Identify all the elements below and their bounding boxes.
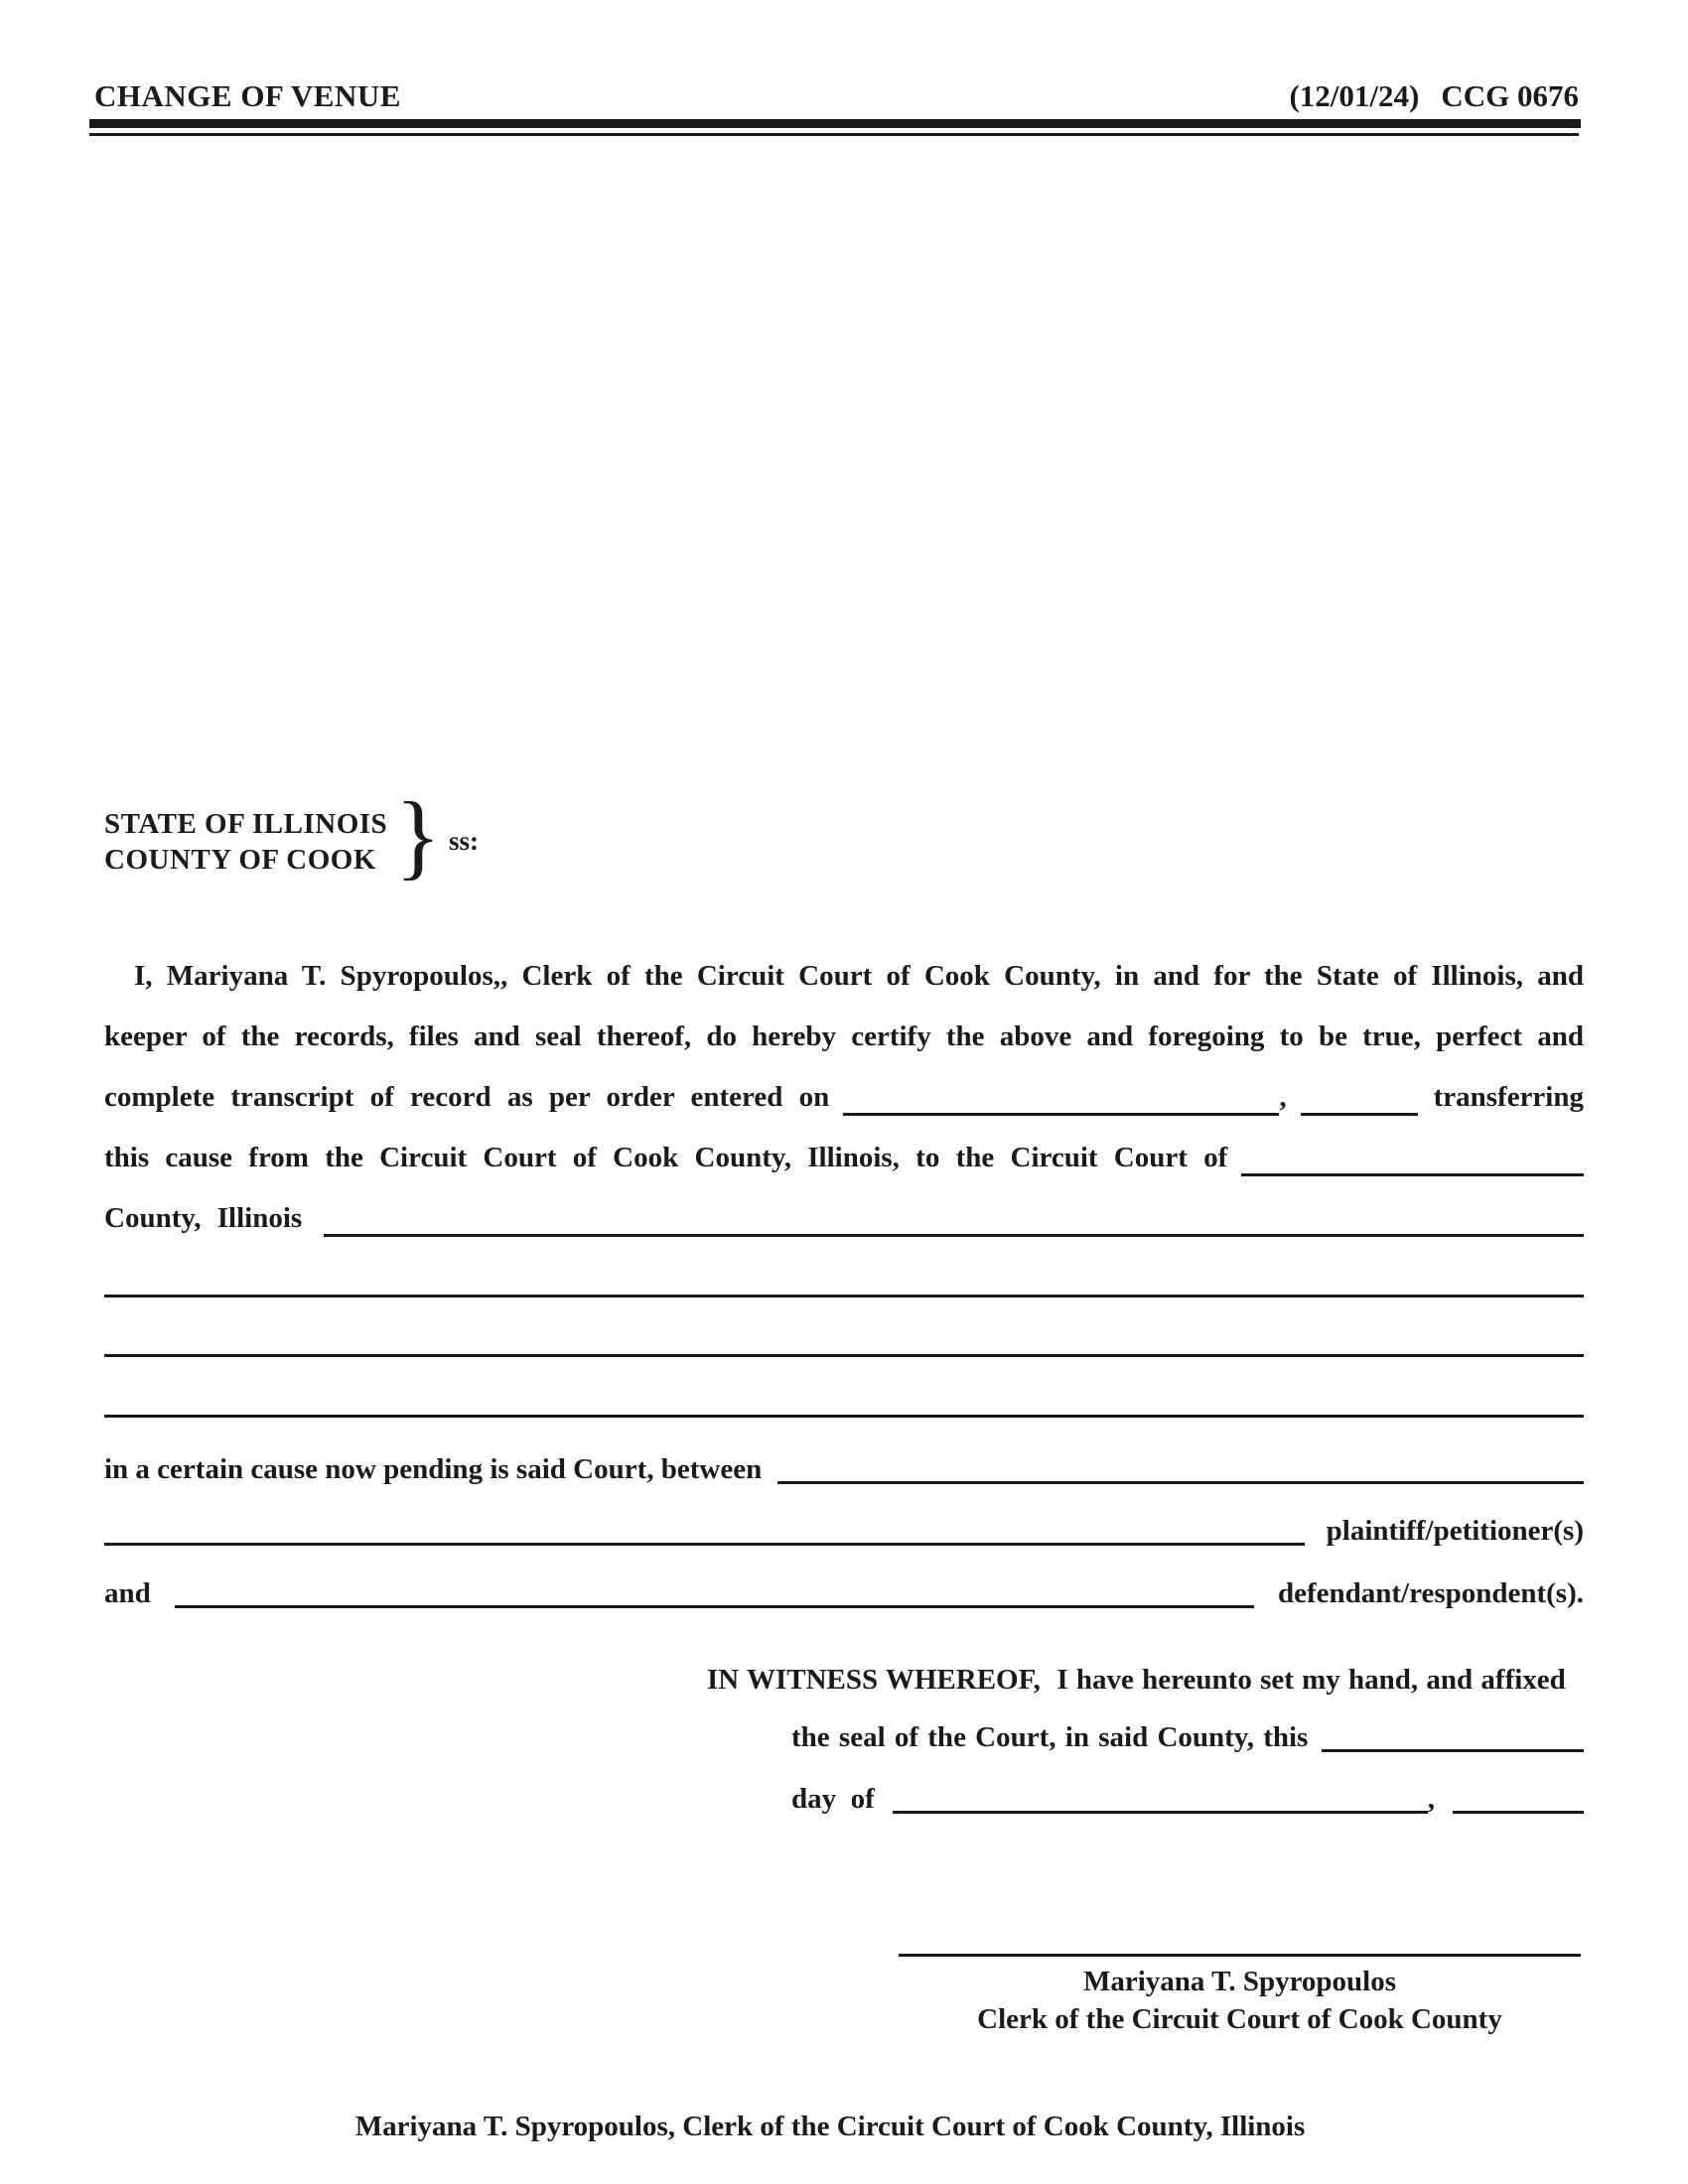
witness-line-2 <box>791 1717 1584 1757</box>
cert-line-3-comma: , <box>1279 1081 1287 1113</box>
continuation-blank-2[interactable] <box>104 1354 1584 1357</box>
cert-line-3-text: complete transcript of record as per order entered on <box>104 1081 830 1113</box>
plaintiff-row <box>104 1511 1584 1551</box>
signature-line[interactable] <box>899 1954 1581 1957</box>
cert-line-2: keeper of the records, files and seal thereof, do hereby certify the above and foregoing to be true, perfect and <box>104 1021 1584 1052</box>
witness-line-2-text: the seal of the Court, in said County, this <box>791 1721 1309 1753</box>
witness-line-1-text: IN WITNESS WHEREOF, I have hereunto set my hand, and affixed <box>707 1664 1566 1696</box>
transfer-county-blank[interactable] <box>1241 1173 1584 1176</box>
state-label: STATE OF ILLINOIS <box>104 808 388 840</box>
cert-line-1: I, Mariyana T. Spyropoulos,, Clerk of the Circuit Court of Cook County, in and for the State of Illinois, and <box>134 960 1584 992</box>
cert-line-4 <box>104 1128 1584 1188</box>
witness-line-3 <box>791 1779 1584 1819</box>
day-of-label: day of <box>791 1783 875 1815</box>
cert-line-3 <box>104 1067 1584 1128</box>
cert-line-4-text: this cause from the Circuit Court of Cook County, Illinois, to the Circuit Court of <box>104 1142 1228 1173</box>
day-line-comma: , <box>1427 1783 1435 1815</box>
form-revision-date: (12/01/24) <box>1289 78 1420 113</box>
cert-line-5 <box>104 1188 1584 1249</box>
certification-paragraph <box>104 946 1584 1249</box>
header-rule-thick <box>89 119 1581 128</box>
seal-date-blank[interactable] <box>1322 1749 1584 1752</box>
between-row <box>104 1449 1584 1489</box>
defendant-name-blank[interactable] <box>175 1605 1254 1608</box>
ss-label: ss: <box>449 826 480 856</box>
order-date-blank[interactable] <box>843 1113 1279 1116</box>
form-number: CCG 0676 <box>1441 78 1579 113</box>
continuation-blank-0[interactable] <box>324 1234 1584 1237</box>
signer-name: Mariyana T. Spyropoulos <box>1082 1966 1397 1997</box>
ss-brace-icon: } <box>395 782 442 888</box>
order-year-blank[interactable] <box>1301 1113 1418 1116</box>
cert-line-3-after: transferring <box>1433 1081 1584 1113</box>
and-label: and <box>104 1577 151 1609</box>
plaintiff-label: plaintiff/petitioner(s) <box>1326 1515 1584 1547</box>
between-label: in a certain cause now pending is said Court, between <box>104 1453 763 1485</box>
footer-text: Mariyana T. Spyropoulos, Clerk of the Circuit Court of Cook County, Illinois <box>354 2111 1306 2142</box>
witness-line-1 <box>707 1660 1584 1700</box>
signer-title: Clerk of the Circuit Court of Cook County <box>977 2003 1502 2035</box>
continuation-blank-3[interactable] <box>104 1415 1584 1418</box>
form-code-block <box>1289 79 1579 113</box>
continuation-blank-1[interactable] <box>104 1295 1584 1297</box>
plaintiff-name-blank[interactable] <box>104 1543 1305 1546</box>
between-blank[interactable] <box>777 1481 1584 1484</box>
defendant-row <box>104 1573 1584 1613</box>
header-rule-thin <box>89 133 1579 136</box>
cert-line-5-text: County, Illinois <box>104 1202 303 1234</box>
county-label: COUNTY OF COOK <box>104 844 376 876</box>
defendant-label: defendant/respondent(s). <box>1277 1577 1584 1609</box>
month-blank[interactable] <box>893 1811 1428 1814</box>
year-blank[interactable] <box>1453 1811 1584 1814</box>
page-title: CHANGE OF VENUE <box>94 78 401 113</box>
